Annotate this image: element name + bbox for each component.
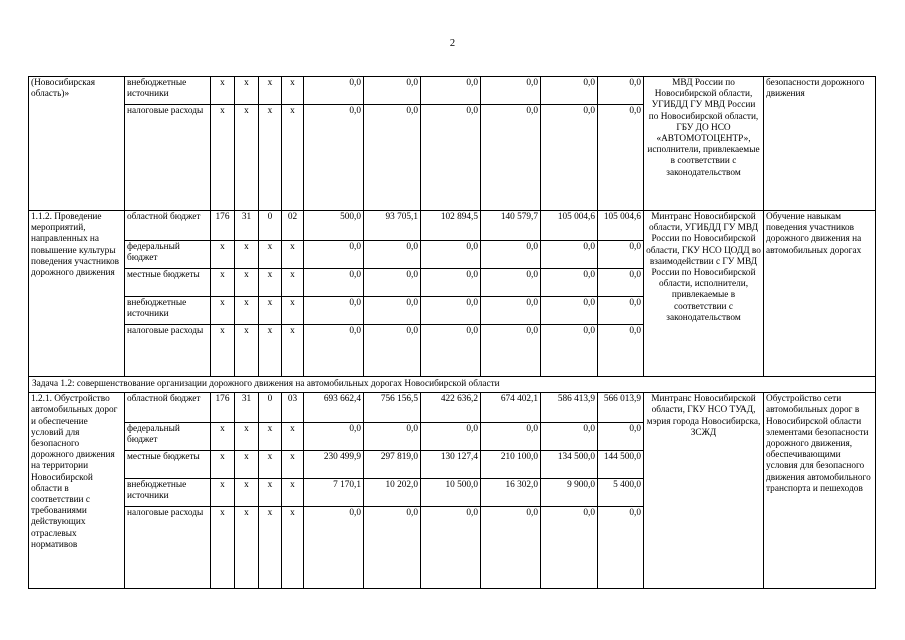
amount-cell: 105 004,6: [541, 211, 598, 241]
budget-code: х: [235, 269, 259, 297]
table-row: [29, 393, 876, 423]
amount-cell: 0,0: [421, 297, 481, 325]
budget-code: 31: [235, 211, 259, 241]
budget-code: 03: [282, 393, 304, 423]
amount-cell: 0,0: [541, 507, 598, 589]
amount-cell: 0,0: [598, 269, 644, 297]
amount-cell: 230 499,9: [304, 451, 364, 479]
budget-code: х: [282, 479, 304, 507]
funding-source: федеральный бюджет: [125, 423, 211, 451]
budget-code: х: [211, 479, 235, 507]
budget-code: х: [211, 269, 235, 297]
budget-code: х: [211, 297, 235, 325]
budget-code: х: [211, 105, 235, 211]
funding-source: налоговые расходы: [125, 507, 211, 589]
amount-cell: 0,0: [598, 423, 644, 451]
amount-cell: 102 894,5: [421, 211, 481, 241]
budget-code: х: [282, 451, 304, 479]
budget-code: х: [235, 451, 259, 479]
amount-cell: 0,0: [364, 269, 421, 297]
expected-result: безопасности дорожного движения: [764, 77, 876, 211]
amount-cell: 422 636,2: [421, 393, 481, 423]
amount-cell: 0,0: [304, 77, 364, 105]
budget-code: х: [235, 77, 259, 105]
amount-cell: 0,0: [421, 507, 481, 589]
budget-code: х: [259, 325, 282, 377]
budget-code: х: [235, 105, 259, 211]
amount-cell: 0,0: [304, 269, 364, 297]
budget-code: х: [259, 269, 282, 297]
budget-code: х: [235, 325, 259, 377]
amount-cell: 0,0: [541, 423, 598, 451]
amount-cell: 9 900,0: [541, 479, 598, 507]
table-row: [29, 211, 876, 241]
funding-source: налоговые расходы: [125, 105, 211, 211]
amount-cell: 0,0: [598, 297, 644, 325]
amount-cell: 0,0: [481, 241, 541, 269]
amount-cell: 0,0: [598, 105, 644, 211]
budget-code: х: [211, 507, 235, 589]
amount-cell: 134 500,0: [541, 451, 598, 479]
amount-cell: 0,0: [541, 297, 598, 325]
budget-code: 0: [259, 211, 282, 241]
amount-cell: 0,0: [421, 269, 481, 297]
amount-cell: 0,0: [304, 507, 364, 589]
budget-code: х: [211, 77, 235, 105]
budget-code: 176: [211, 393, 235, 423]
funding-source: внебюджетные источники: [125, 77, 211, 105]
amount-cell: 0,0: [481, 105, 541, 211]
budget-code: х: [282, 423, 304, 451]
budget-code: х: [259, 451, 282, 479]
amount-cell: 0,0: [421, 241, 481, 269]
amount-cell: 297 819,0: [364, 451, 421, 479]
amount-cell: 500,0: [304, 211, 364, 241]
amount-cell: 105 004,6: [598, 211, 644, 241]
amount-cell: 0,0: [304, 105, 364, 211]
amount-cell: 144 500,0: [598, 451, 644, 479]
funding-source: федеральный бюджет: [125, 241, 211, 269]
measure-name: 1.2.1. Обустройство автомобильных дорог и обеспечение условий для безопасного дорожного движения на территории Новосибирской области в соответствии с требованиями действующих отраслевых нормативов: [29, 393, 125, 589]
budget-code: х: [282, 77, 304, 105]
amount-cell: 0,0: [304, 325, 364, 377]
amount-cell: 0,0: [364, 241, 421, 269]
funding-source: налоговые расходы: [125, 325, 211, 377]
budget-code: х: [211, 325, 235, 377]
funding-source: областной бюджет: [125, 211, 211, 241]
table-row: [29, 77, 876, 105]
task-title: Задача 1.2: совершенствование организации дорожного движения на автомобильных дорогах Новосибирской области: [29, 377, 876, 393]
amount-cell: 0,0: [481, 269, 541, 297]
amount-cell: 210 100,0: [481, 451, 541, 479]
amount-cell: 130 127,4: [421, 451, 481, 479]
amount-cell: 586 413,9: [541, 393, 598, 423]
amount-cell: 0,0: [541, 269, 598, 297]
budget-code: 0: [259, 393, 282, 423]
budget-code: 02: [282, 211, 304, 241]
amount-cell: 674 402,1: [481, 393, 541, 423]
amount-cell: 0,0: [598, 241, 644, 269]
amount-cell: 756 156,5: [364, 393, 421, 423]
amount-cell: 0,0: [364, 105, 421, 211]
amount-cell: 0,0: [364, 507, 421, 589]
program-table: [28, 76, 876, 589]
budget-code: х: [259, 423, 282, 451]
amount-cell: 7 170,1: [304, 479, 364, 507]
amount-cell: 693 662,4: [304, 393, 364, 423]
funding-source: внебюджетные источники: [125, 297, 211, 325]
amount-cell: 16 302,0: [481, 479, 541, 507]
amount-cell: 0,0: [541, 241, 598, 269]
amount-cell: 0,0: [364, 325, 421, 377]
budget-code: х: [235, 479, 259, 507]
amount-cell: 0,0: [481, 507, 541, 589]
page-number: 2: [449, 38, 456, 49]
budget-code: х: [282, 241, 304, 269]
amount-cell: 0,0: [541, 105, 598, 211]
amount-cell: 0,0: [598, 77, 644, 105]
amount-cell: 0,0: [421, 423, 481, 451]
expected-result: Обустройство сети автомобильных дорог в Новосибирской области элементами безопасности дорожного движения, обеспечивающими условия для безопасного движения автомобильного транспорта и пешеходов: [764, 393, 876, 589]
budget-code: х: [235, 297, 259, 325]
budget-code: х: [282, 105, 304, 211]
amount-cell: 0,0: [304, 241, 364, 269]
amount-cell: 0,0: [421, 77, 481, 105]
budget-code: х: [282, 269, 304, 297]
amount-cell: 0,0: [364, 77, 421, 105]
budget-code: 31: [235, 393, 259, 423]
measure-name: (Новосибирская область)»: [29, 77, 125, 211]
funding-source: местные бюджеты: [125, 451, 211, 479]
amount-cell: 0,0: [421, 105, 481, 211]
budget-code: х: [259, 105, 282, 211]
amount-cell: 0,0: [481, 77, 541, 105]
amount-cell: 10 202,0: [364, 479, 421, 507]
funding-source: внебюджетные источники: [125, 479, 211, 507]
budget-code: х: [211, 423, 235, 451]
amount-cell: 0,0: [421, 325, 481, 377]
amount-cell: 0,0: [364, 297, 421, 325]
amount-cell: 0,0: [598, 507, 644, 589]
funding-source: местные бюджеты: [125, 269, 211, 297]
amount-cell: 0,0: [598, 325, 644, 377]
budget-code: х: [211, 241, 235, 269]
amount-cell: 566 013,9: [598, 393, 644, 423]
amount-cell: 0,0: [541, 77, 598, 105]
budget-code: х: [235, 423, 259, 451]
budget-code: х: [235, 507, 259, 589]
budget-code: х: [211, 451, 235, 479]
measure-name: 1.1.2. Проведение мероприятий, направленных на повышение культуры поведения участников дорожного движения: [29, 211, 125, 377]
amount-cell: 140 579,7: [481, 211, 541, 241]
expected-result: Обучение навыкам поведения участников дорожного движения на автомобильных дорогах: [764, 211, 876, 377]
amount-cell: 0,0: [541, 325, 598, 377]
amount-cell: 0,0: [304, 297, 364, 325]
budget-code: х: [282, 325, 304, 377]
budget-code: х: [282, 507, 304, 589]
task-row: [29, 377, 876, 393]
budget-code: х: [259, 297, 282, 325]
amount-cell: 93 705,1: [364, 211, 421, 241]
budget-code: х: [259, 507, 282, 589]
amount-cell: 5 400,0: [598, 479, 644, 507]
amount-cell: 0,0: [304, 423, 364, 451]
amount-cell: 0,0: [481, 325, 541, 377]
funding-source: областной бюджет: [125, 393, 211, 423]
executors: Минтранс Новосибирской области, ГКУ НСО ТУАД, мэрия города Новосибирска, ЗСЖД: [644, 393, 764, 589]
budget-code: 176: [211, 211, 235, 241]
amount-cell: 0,0: [481, 423, 541, 451]
budget-code: х: [259, 241, 282, 269]
budget-code: х: [282, 297, 304, 325]
executors: Минтранс Новосибирской области, УГИБДД ГУ МВД России по Новосибирской области, ГКУ НСО ЦОДД во взаимодействии с ГУ МВД России по Новосибирской области, исполнители, привлекаемые в соответствии с законодательством: [644, 211, 764, 377]
executors: МВД России по Новосибирской области, УГИБДД ГУ МВД России по Новосибирской области, ГБУ ДО НСО «АВТОМОТОЦЕНТР», исполнители, привлекаемые в соответствии с законодательством: [644, 77, 764, 211]
budget-code: х: [259, 479, 282, 507]
amount-cell: 10 500,0: [421, 479, 481, 507]
budget-code: х: [235, 241, 259, 269]
amount-cell: 0,0: [364, 423, 421, 451]
budget-code: х: [259, 77, 282, 105]
amount-cell: 0,0: [481, 297, 541, 325]
